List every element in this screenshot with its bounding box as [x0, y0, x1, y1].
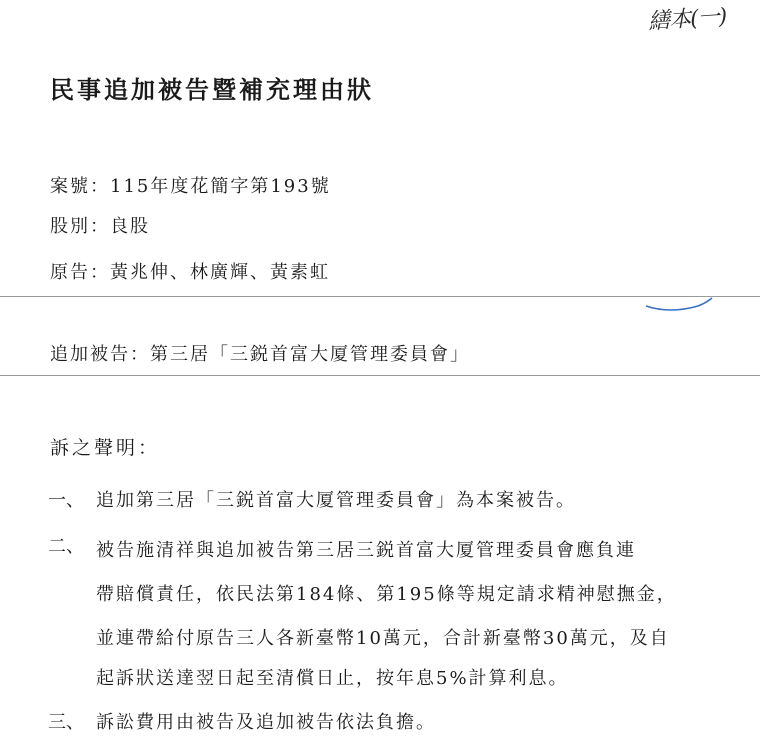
divider-bottom [0, 375, 760, 376]
claim-line: 追加第三居「三鋭首富大厦管理委員會」為本案被告。 [96, 490, 576, 511]
division: 股別：良股 [50, 216, 150, 237]
plaintiffs: 原告：黃兆伸、林廣輝、黃素虹 [50, 262, 330, 283]
claim-line: 起訴狀送達翌日起至清償日止，按年息5%計算利息。 [96, 668, 569, 689]
handwritten-note: 繕本(一) [647, 4, 728, 35]
claim-line: 帶賠償責任，依民法第184條、第195條等規定請求精神慰撫金， [96, 584, 677, 605]
claim-line: 訴訟費用由被告及追加被告依法負擔。 [96, 712, 436, 733]
document-title: 民事追加被告暨補充理由狀 [50, 76, 374, 104]
claim-number: 一、 [48, 490, 84, 511]
claim-line: 被告施清祥與追加被告第三居三鋭首富大厦管理委員會應負連 [96, 540, 636, 561]
added-defendant: 追加被告：第三居「三鋭首富大厦管理委員會」 [50, 344, 470, 365]
claim-line: 並連帶給付原告三人各新臺幣10萬元，合計新臺幣30萬元，及自 [96, 628, 670, 649]
claim-number: 三、 [48, 712, 84, 733]
case-number: 案號：115年度花簡字第193號 [50, 176, 331, 197]
claims-heading: 訴之聲明： [50, 437, 161, 459]
claim-number: 二、 [48, 536, 84, 557]
pen-stroke-mark [640, 290, 720, 314]
